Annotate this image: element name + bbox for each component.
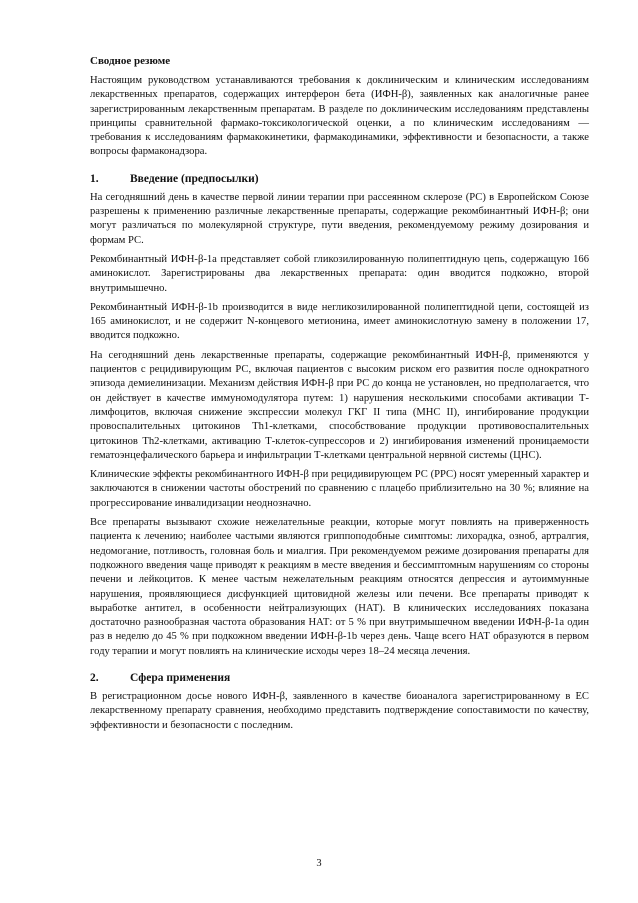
document-page — [90, 54, 589, 738]
section-1-heading — [90, 172, 589, 187]
section-1-paragraph: Рекомбинантный ИФН-β-1a представляет собой гликозилированную полипептидную цепь, содержащую 166 аминокислот. Зарегистрированы два лекарственных препарата: один вводится подкожно, второй внутримышечно. — [90, 253, 589, 294]
section-1-paragraph: Все препараты вызывают схожие нежелательные реакции, которые могут повлиять на приверженность пациента к лечению; наиболее частыми являются гриппоподобные симптомы: лихорадка, озноб, артралгия, недомогание, потливость, головная боль и миалгия. При рекомендуемом режиме дозирования препараты для подкожного введения чаще приводят к реакциям в месте введения и бессимптомным нарушениям со стороны печени и лейкоцитов. К менее частым нежелательным реакциям относятся депрессия и аутоиммунные нарушения, проявляющиеся дисфункцией щитовидной железы или печени. Все препараты приводят к выработке антител, в особенности нейтрализующих (НАТ). В клинических исследованиях показана достаточно разнообразная частота образования НАТ: от 5 % при внутримышечном введении ИФН-β-1a один раз в неделю до 45 % при подкожном введении ИФН-β-1b через день. Чаще всего НАТ образуются в первом году терапии и могут повлиять на клинические исходы через 18–24 месяца лечения. — [90, 517, 589, 657]
summary-text: Настоящим руководством устанавливаются требования к доклиническим и клиническим исследованиям лекарственных препаратов, содержащих интерферон бета (ИФН-β), заявленных как аналогичные ранее зарегистрированным лекарственным препаратам. В разделе по доклиническим исследованиям представлены принципы сравнительной фармако-токсикологической оценки, а по клиническим исследованиям — требования к исследованиям фармакокинетики, фармакодинамики, эффективности и безопасности, а также вопросы фармаконадзора. — [90, 75, 589, 158]
section-1-paragraph: На сегодняшний день в качестве первой линии терапии при рассеянном склерозе (РС) в Европейском Союзе разрешены к применению различные лекарственные препараты, содержащие рекомбинантный ИФН-β; они могут различаться по молекулярной структуре, пути введения, рекомендуемому режиму дозирования и формам РС. — [90, 191, 589, 246]
section-1-paragraph: Рекомбинантный ИФН-β-1b производится в виде негликозилированной полипептидной цепи, состоящей из 165 аминокислот, и не содержит N-концевого метионина, имеет аминокислотную замену в положении 17, вводится подкожно. — [90, 301, 589, 342]
section-1-title: Введение (предпосылки) — [130, 172, 259, 185]
section-1-paragraph: Клинические эффекты рекомбинантного ИФН-β при рецидивирующем РС (РРС) носят умеренный характер и заключаются в снижении частоты обострений по сравнению с плацебо приблизительно на 30 %; влияние на прогрессирование инвалидизации неоднозначно. — [90, 469, 589, 509]
section-2-paragraph: В регистрационном досье нового ИФН-β, заявленного в качестве биоаналога зарегистрированному в ЕС лекарственному препарату сравнения, необходимо представить подтверждение сопоставимости по качеству, эффективности и безопасности с последним. — [90, 690, 589, 731]
section-1-number: 1. — [90, 172, 99, 185]
section-2-heading — [90, 671, 589, 686]
section-2-title: Сфера применения — [130, 671, 231, 684]
summary-title: Сводное резюме — [90, 55, 171, 67]
page-number: 3 — [316, 858, 322, 869]
section-1-paragraph: На сегодняшний день лекарственные препараты, содержащие рекомбинантный ИФН-β, применяются у пациентов с рецидивирующим РС, включая пациентов с высоким риском его развития после однократного эпизода демиелинизации. Механизм действия ИФН-β при РС до конца не установлен, но предполагается, что он действует в качестве иммуномодулятора путем: 1) нарушения несколькими способами активации Т-лимфоцитов, включая снижение экспрессии молекул ГКГ II типа (MHC II), ингибирование продукции провоспалительных цитокинов Th1-клетками, способствование продукции противовоспалительных цитокинов Th2-клетками, активацию Т-клеток-супрессоров и 2) ингибирования изменений проницаемости гематоэнцефалического барьера и инфильтрации Т-клетками центральной нервной системы (ЦНС). — [90, 349, 589, 461]
section-2-number: 2. — [90, 671, 99, 684]
